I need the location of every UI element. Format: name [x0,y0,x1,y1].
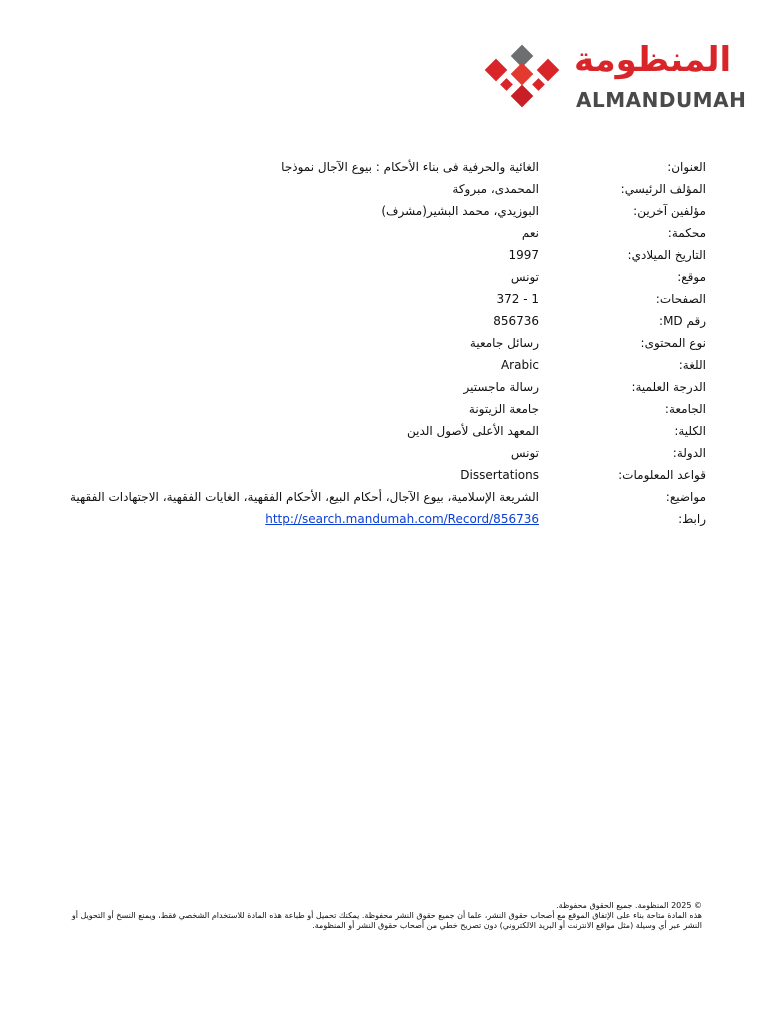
field-value: تونس [510,270,539,284]
field-label: اللغة: [678,358,706,372]
record-link[interactable]: http://search.mandumah.com/Record/856736 [265,512,539,526]
field-value: المحمدى، مبروكة [452,182,539,196]
field-value: الغائية والحرفية فى بناء الأحكام : بيوع الآجال نموذجا [281,160,539,174]
copyright-line: © 2025 المنظومة. جميع الحقوق محفوظة. [556,901,702,910]
field-label: الدرجة العلمية: [631,380,706,394]
field-label: مؤلفين آخرين: [633,204,706,218]
logo-diamond-right [537,59,560,82]
field-value: المعهد الأعلى لأصول الدين [406,424,539,438]
field-label: قواعد المعلومات: [618,468,706,482]
metadata-row [0,182,768,196]
field-value: تونس [510,446,539,460]
field-label: نوع المحتوى: [640,336,706,350]
field-value: Dissertations [460,468,539,482]
metadata-row [0,424,768,438]
logo-diamond-bottom [511,85,534,108]
metadata-row [0,512,768,526]
field-label: الجامعة: [664,402,706,416]
field-value: البوزيدي، محمد البشير(مشرف) [381,204,539,218]
field-label: رقم MD: [659,314,706,328]
field-value: 1 - 372 [496,292,539,306]
field-label: العنوان: [667,160,706,174]
field-label: رابط: [678,512,706,526]
field-value: 856736 [493,314,539,328]
metadata-row [0,468,768,482]
metadata-row [0,160,768,174]
field-label: مواضيع: [665,490,706,504]
record-metadata [0,160,768,534]
field-label: الكلية: [674,424,706,438]
almandumah-logo [478,40,747,116]
field-value: 1997 [508,248,539,262]
field-value: رسالة ماجستير [463,380,539,394]
field-value: رسائل جامعية [469,336,539,350]
metadata-row [0,380,768,394]
field-value: جامعة الزيتونة [468,402,539,416]
copyright-footer [52,901,702,931]
metadata-row [0,336,768,350]
metadata-row [0,490,768,504]
metadata-row [0,270,768,284]
logo-latin-wordmark: ALMANDUMAH [576,88,747,112]
logo-arabic-wordmark: المنظومة [574,40,732,80]
field-label: محكمة: [667,226,706,240]
metadata-row [0,204,768,218]
logo-diamond-center [511,63,534,86]
metadata-row [0,248,768,262]
rights-notice: هذه المادة متاحة بناء على الإتفاق الموقع مع أصحاب حقوق النشر، علما أن جميع حقوق النشر محفوظة. يمكنك تحميل أو طباعة هذه المادة للاستخدام الشخصي فقط، ويمنع النسخ أو التحويل أو النشر عبر أي وسيلة (مثل مواقع الانترنت أو البريد الالكتروني) دون تصريح خطي من أصحاب حقوق النشر أو المنظومة. [71,911,702,930]
metadata-row [0,402,768,416]
metadata-row [0,292,768,306]
field-value: Arabic [500,358,539,372]
field-label: التاريخ الميلادي: [627,248,706,262]
metadata-row [0,226,768,240]
logo-diamond-small-right [532,78,545,91]
field-value: نعم [521,226,539,240]
metadata-row [0,446,768,460]
field-value: الشريعة الإسلامية، بيوع الآجال، أحكام البيع، الأحكام الفقهية، الغايات الفقهية، الاجتهادات الفقهية [69,490,539,504]
metadata-row [0,358,768,372]
logo-diamond-left [485,59,508,82]
field-label: المؤلف الرئيسي: [620,182,706,196]
field-value [57,512,539,526]
logo-diamond-small-left [500,78,513,91]
field-label: الدولة: [672,446,706,460]
field-label: موقع: [677,270,706,284]
metadata-row [0,314,768,328]
field-label: الصفحات: [655,292,706,306]
